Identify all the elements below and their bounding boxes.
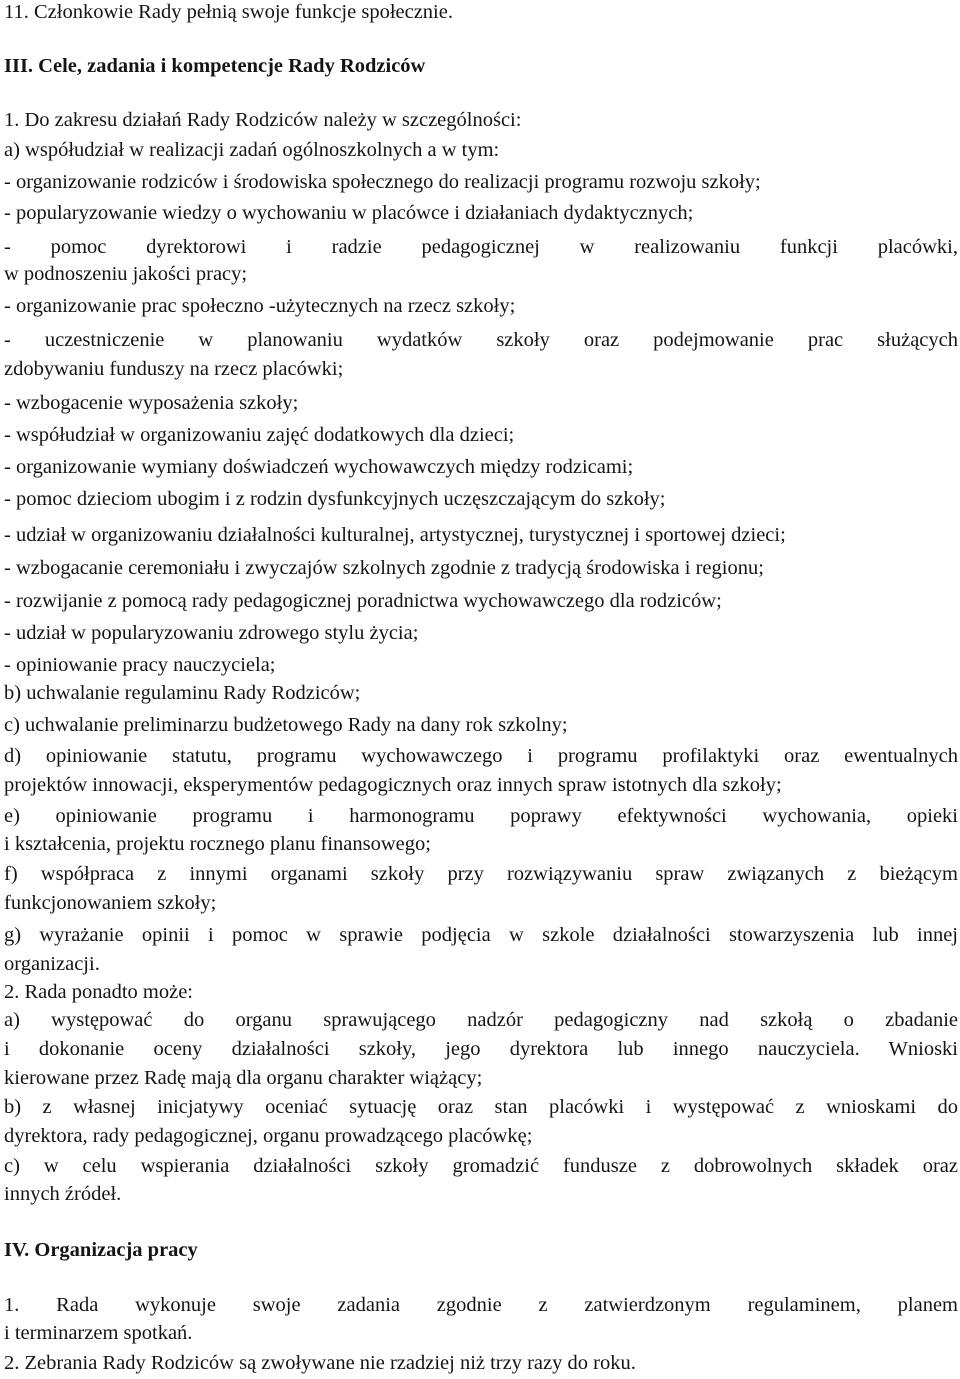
section-heading: IV. Organizacja pracy: [4, 1239, 198, 1261]
text-line: - udział w popularyzowaniu zdrowego stylu życia;: [4, 622, 419, 644]
text-line: - wzbogacenie wyposażenia szkoły;: [4, 392, 299, 414]
text-line: 1. Do zakresu działań Rady Rodziców należy w szczególności:: [4, 109, 522, 131]
text-line: c) w celu wspierania działalności szkoły gromadzić fundusze z dobrowolnych składek oraz: [4, 1155, 958, 1177]
text-line: g) wyrażanie opinii i pomoc w sprawie podjęcia w szkole działalności stowarzyszenia lub innej: [4, 924, 958, 946]
text-line: b) uchwalanie regulaminu Rady Rodziców;: [4, 682, 361, 704]
text-line: - opiniowanie pracy nauczyciela;: [4, 654, 276, 676]
text-line: innych źródeł.: [4, 1183, 122, 1205]
text-line: i kształcenia, projektu rocznego planu finansowego;: [4, 833, 431, 855]
text-line: funkcjonowaniem szkoły;: [4, 892, 217, 914]
text-line: - udział w organizowaniu działalności kulturalnej, artystycznej, turystycznej i sportowej dzieci;: [4, 524, 786, 546]
text-line: organizacji.: [4, 953, 100, 975]
text-line: - pomoc dyrektorowi i radzie pedagogicznej w realizowaniu funkcji placówki,: [4, 236, 958, 258]
text-line: - popularyzowanie wiedzy o wychowaniu w placówce i działaniach dydaktycznych;: [4, 202, 694, 224]
text-line: - współudział w organizowaniu zajęć dodatkowych dla dzieci;: [4, 424, 515, 446]
section-heading: III. Cele, zadania i kompetencje Rady Rodziców: [4, 55, 426, 77]
text-line: projektów innowacji, eksperymentów pedagogicznych oraz innych spraw istotnych dla szkoły;: [4, 774, 782, 796]
text-line: b) z własnej inicjatywy oceniać sytuację oraz stan placówki i występować z wnioskami do: [4, 1096, 958, 1118]
text-line: dyrektora, rady pedagogicznej, organu prowadzącego placówkę;: [4, 1125, 533, 1147]
text-line: 1. Rada wykonuje swoje zadania zgodnie z zatwierdzonym regulaminem, planem: [4, 1294, 958, 1316]
text-line: i terminarzem spotkań.: [4, 1322, 193, 1344]
text-line: - organizowanie wymiany doświadczeń wychowawczych między rodzicami;: [4, 456, 634, 478]
text-line: - pomoc dzieciom ubogim i z rodzin dysfunkcyjnych uczęszczającym do szkoły;: [4, 488, 666, 510]
text-line: - uczestniczenie w planowaniu wydatków szkoły oraz podejmowanie prac służących: [4, 329, 958, 351]
text-line: - organizowanie rodziców i środowiska społecznego do realizacji programu rozwoju szkoły;: [4, 171, 761, 193]
text-line: d) opiniowanie statutu, programu wychowawczego i programu profilaktyki oraz ewentualnych: [4, 745, 958, 767]
text-line: 2. Rada ponadto może:: [4, 981, 194, 1003]
text-line: kierowane przez Radę mają dla organu charakter wiążący;: [4, 1067, 483, 1089]
text-line: - organizowanie prac społeczno -użytecznych na rzecz szkoły;: [4, 295, 516, 317]
text-line: w podnoszeniu jakości pracy;: [4, 263, 248, 285]
text-line: c) uchwalanie preliminarzu budżetowego Rady na dany rok szkolny;: [4, 714, 568, 736]
text-line: - wzbogacanie ceremoniału i zwyczajów szkolnych zgodnie z tradycją środowiska i regionu;: [4, 557, 764, 579]
text-line: e) opiniowanie programu i harmonogramu poprawy efektywności wychowania, opieki: [4, 805, 958, 827]
text-line: - rozwijanie z pomocą rady pedagogicznej poradnictwa wychowawczego dla rodziców;: [4, 590, 722, 612]
text-line: a) występować do organu sprawującego nadzór pedagogiczny nad szkołą o zbadanie: [4, 1009, 958, 1031]
text-line: f) współpraca z innymi organami szkoły przy rozwiązywaniu spraw związanych z bieżącym: [4, 863, 958, 885]
text-line: i dokonanie oceny działalności szkoły, jego dyrektora lub innego nauczyciela. Wnioski: [4, 1038, 958, 1060]
text-line: 2. Zebrania Rady Rodziców są zwoływane nie rzadziej niż trzy razy do roku.: [4, 1352, 636, 1374]
text-line: a) współudział w realizacji zadań ogólnoszkolnych a w tym:: [4, 139, 500, 161]
text-line: zdobywaniu funduszy na rzecz placówki;: [4, 358, 344, 380]
text-line: 11. Członkowie Rady pełnią swoje funkcje społecznie.: [4, 1, 453, 23]
